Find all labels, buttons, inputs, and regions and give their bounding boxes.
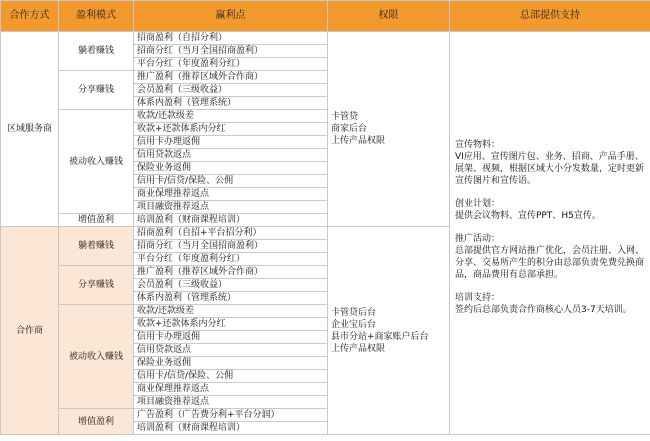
header-row xyxy=(1,1,650,32)
profit-model-cell: 被动收入赚钱 xyxy=(59,110,134,214)
header-profit-point: 赢利点 xyxy=(134,1,328,32)
hq-support-cell xyxy=(450,32,650,435)
profit-point-cell: 信用卡办理返佣 xyxy=(134,331,328,344)
hq-support-title: 推广活动： xyxy=(455,234,501,244)
profit-model-cell: 躺着赚钱 xyxy=(59,227,134,266)
permission-line: 上传产品权限 xyxy=(331,343,386,354)
profit-point-cell: 信用贷款返点 xyxy=(134,344,328,357)
profit-point-cell: 招商分红（当月全国招商盈利） xyxy=(134,45,328,58)
permission-line: 企业宝后台 xyxy=(331,319,377,330)
permission-line: 商家后台 xyxy=(331,124,368,134)
hq-support-body: 签约后总部负责合作商核心人员3-7天培训。 xyxy=(455,305,632,315)
hq-support-body: 提供会议物料、宣传PPT、H5宣传。 xyxy=(455,211,601,221)
profit-point-cell: 平台分红（年度盈利分红） xyxy=(134,253,328,266)
permissions-cell xyxy=(328,227,450,435)
hq-support-block xyxy=(455,292,645,316)
profit-point-cell: 信用卡/信贷/保险、公佣 xyxy=(134,370,328,383)
profit-point-cell: 招商盈利（自招分利） xyxy=(134,32,328,45)
header-profit-model: 盈利模式 xyxy=(59,1,134,32)
profit-point-cell: 培训盈利（财商课程培训） xyxy=(134,214,328,227)
profit-point-cell: 商业保理推荐返点 xyxy=(134,383,328,396)
profit-point-cell: 收款/还款级差 xyxy=(134,110,328,123)
hq-support-title: 创业计划： xyxy=(455,199,501,209)
cooperation-mode-cell: 区域服务商 xyxy=(1,32,59,227)
profit-point-cell: 保险业务返佣 xyxy=(134,162,328,175)
profit-point-cell: 招商盈利（自招+平台招分利） xyxy=(134,227,328,240)
hq-support-block xyxy=(455,139,645,187)
permission-line: 上传产品权限 xyxy=(331,136,386,146)
hq-support-body: VI应用、宣传图片包、业务、招商、产品手册、展架、视频，根据区域大小分发数量，定时更新宣传图片和宣传语。 xyxy=(455,152,645,186)
hq-support-title: 宣传物料： xyxy=(455,140,501,150)
hq-support-block xyxy=(455,233,645,281)
profit-point-cell: 信用贷款返点 xyxy=(134,149,328,162)
profit-point-cell: 收款/还款级差 xyxy=(134,305,328,318)
profit-point-cell: 项目融资推荐返点 xyxy=(134,396,328,409)
table-row xyxy=(1,32,650,45)
profit-point-cell: 收款+还款体系内分红 xyxy=(134,123,328,136)
profit-point-cell: 推广盈利（推荐区域外合作商） xyxy=(134,266,328,279)
profit-model-cell: 分享赚钱 xyxy=(59,71,134,110)
profit-point-cell: 会员盈利（三级收益） xyxy=(134,84,328,97)
profit-point-cell: 平台分红（年度盈利分红） xyxy=(134,58,328,71)
profit-point-cell: 广告盈利（广告费分利+平台分润） xyxy=(134,409,328,422)
profit-point-cell: 收款+还款体系内分红 xyxy=(134,318,328,331)
profit-point-cell: 信用卡/信贷/保险、公佣 xyxy=(134,175,328,188)
profit-point-cell: 会员盈利（三级收益） xyxy=(134,279,328,292)
hq-support-body: 总部提供官方网站推广优化，会员注册、入网、分享、交易所产生的积分由总部负责免费兑换商品，商品费用有总部承担。 xyxy=(455,246,645,280)
profit-point-cell: 商业保理推荐返点 xyxy=(134,188,328,201)
profit-point-cell: 推广盈利（推荐区域外合作商） xyxy=(134,71,328,84)
profit-model-cell: 增值盈利 xyxy=(59,214,134,227)
cooperation-mode-cell: 合作商 xyxy=(1,227,59,435)
profit-model-cell: 增值盈利 xyxy=(59,409,134,435)
header-cooperation-mode: 合作方式 xyxy=(1,1,59,32)
profit-point-cell: 培训盈利（财商课程培训） xyxy=(134,422,328,435)
profit-point-cell: 项目融资推荐返点 xyxy=(134,201,328,214)
profit-point-cell: 保险业务返佣 xyxy=(134,357,328,370)
profit-point-cell: 体系内盈利（管理系统） xyxy=(134,97,328,110)
hq-support-title: 培训支持： xyxy=(455,293,501,303)
header-hq-support: 总部提供支持 xyxy=(450,1,650,32)
profit-point-cell: 信用卡办理返佣 xyxy=(134,136,328,149)
hq-support-block xyxy=(455,198,645,222)
profit-model-cell: 被动收入赚钱 xyxy=(59,305,134,409)
profit-point-cell: 招商分红（当月全国招商盈利） xyxy=(134,240,328,253)
profit-point-cell: 体系内盈利（管理系统） xyxy=(134,292,328,305)
header-permissions: 权限 xyxy=(328,1,450,32)
permission-line: 卡管贷 xyxy=(331,112,359,122)
profit-model-cell: 躺着赚钱 xyxy=(59,32,134,71)
profit-model-cell: 分享赚钱 xyxy=(59,266,134,305)
permissions-cell xyxy=(328,32,450,227)
permission-line: 卡管贷后台 xyxy=(331,307,377,318)
permission-line: 县市分站+商家账户后台 xyxy=(331,331,429,342)
